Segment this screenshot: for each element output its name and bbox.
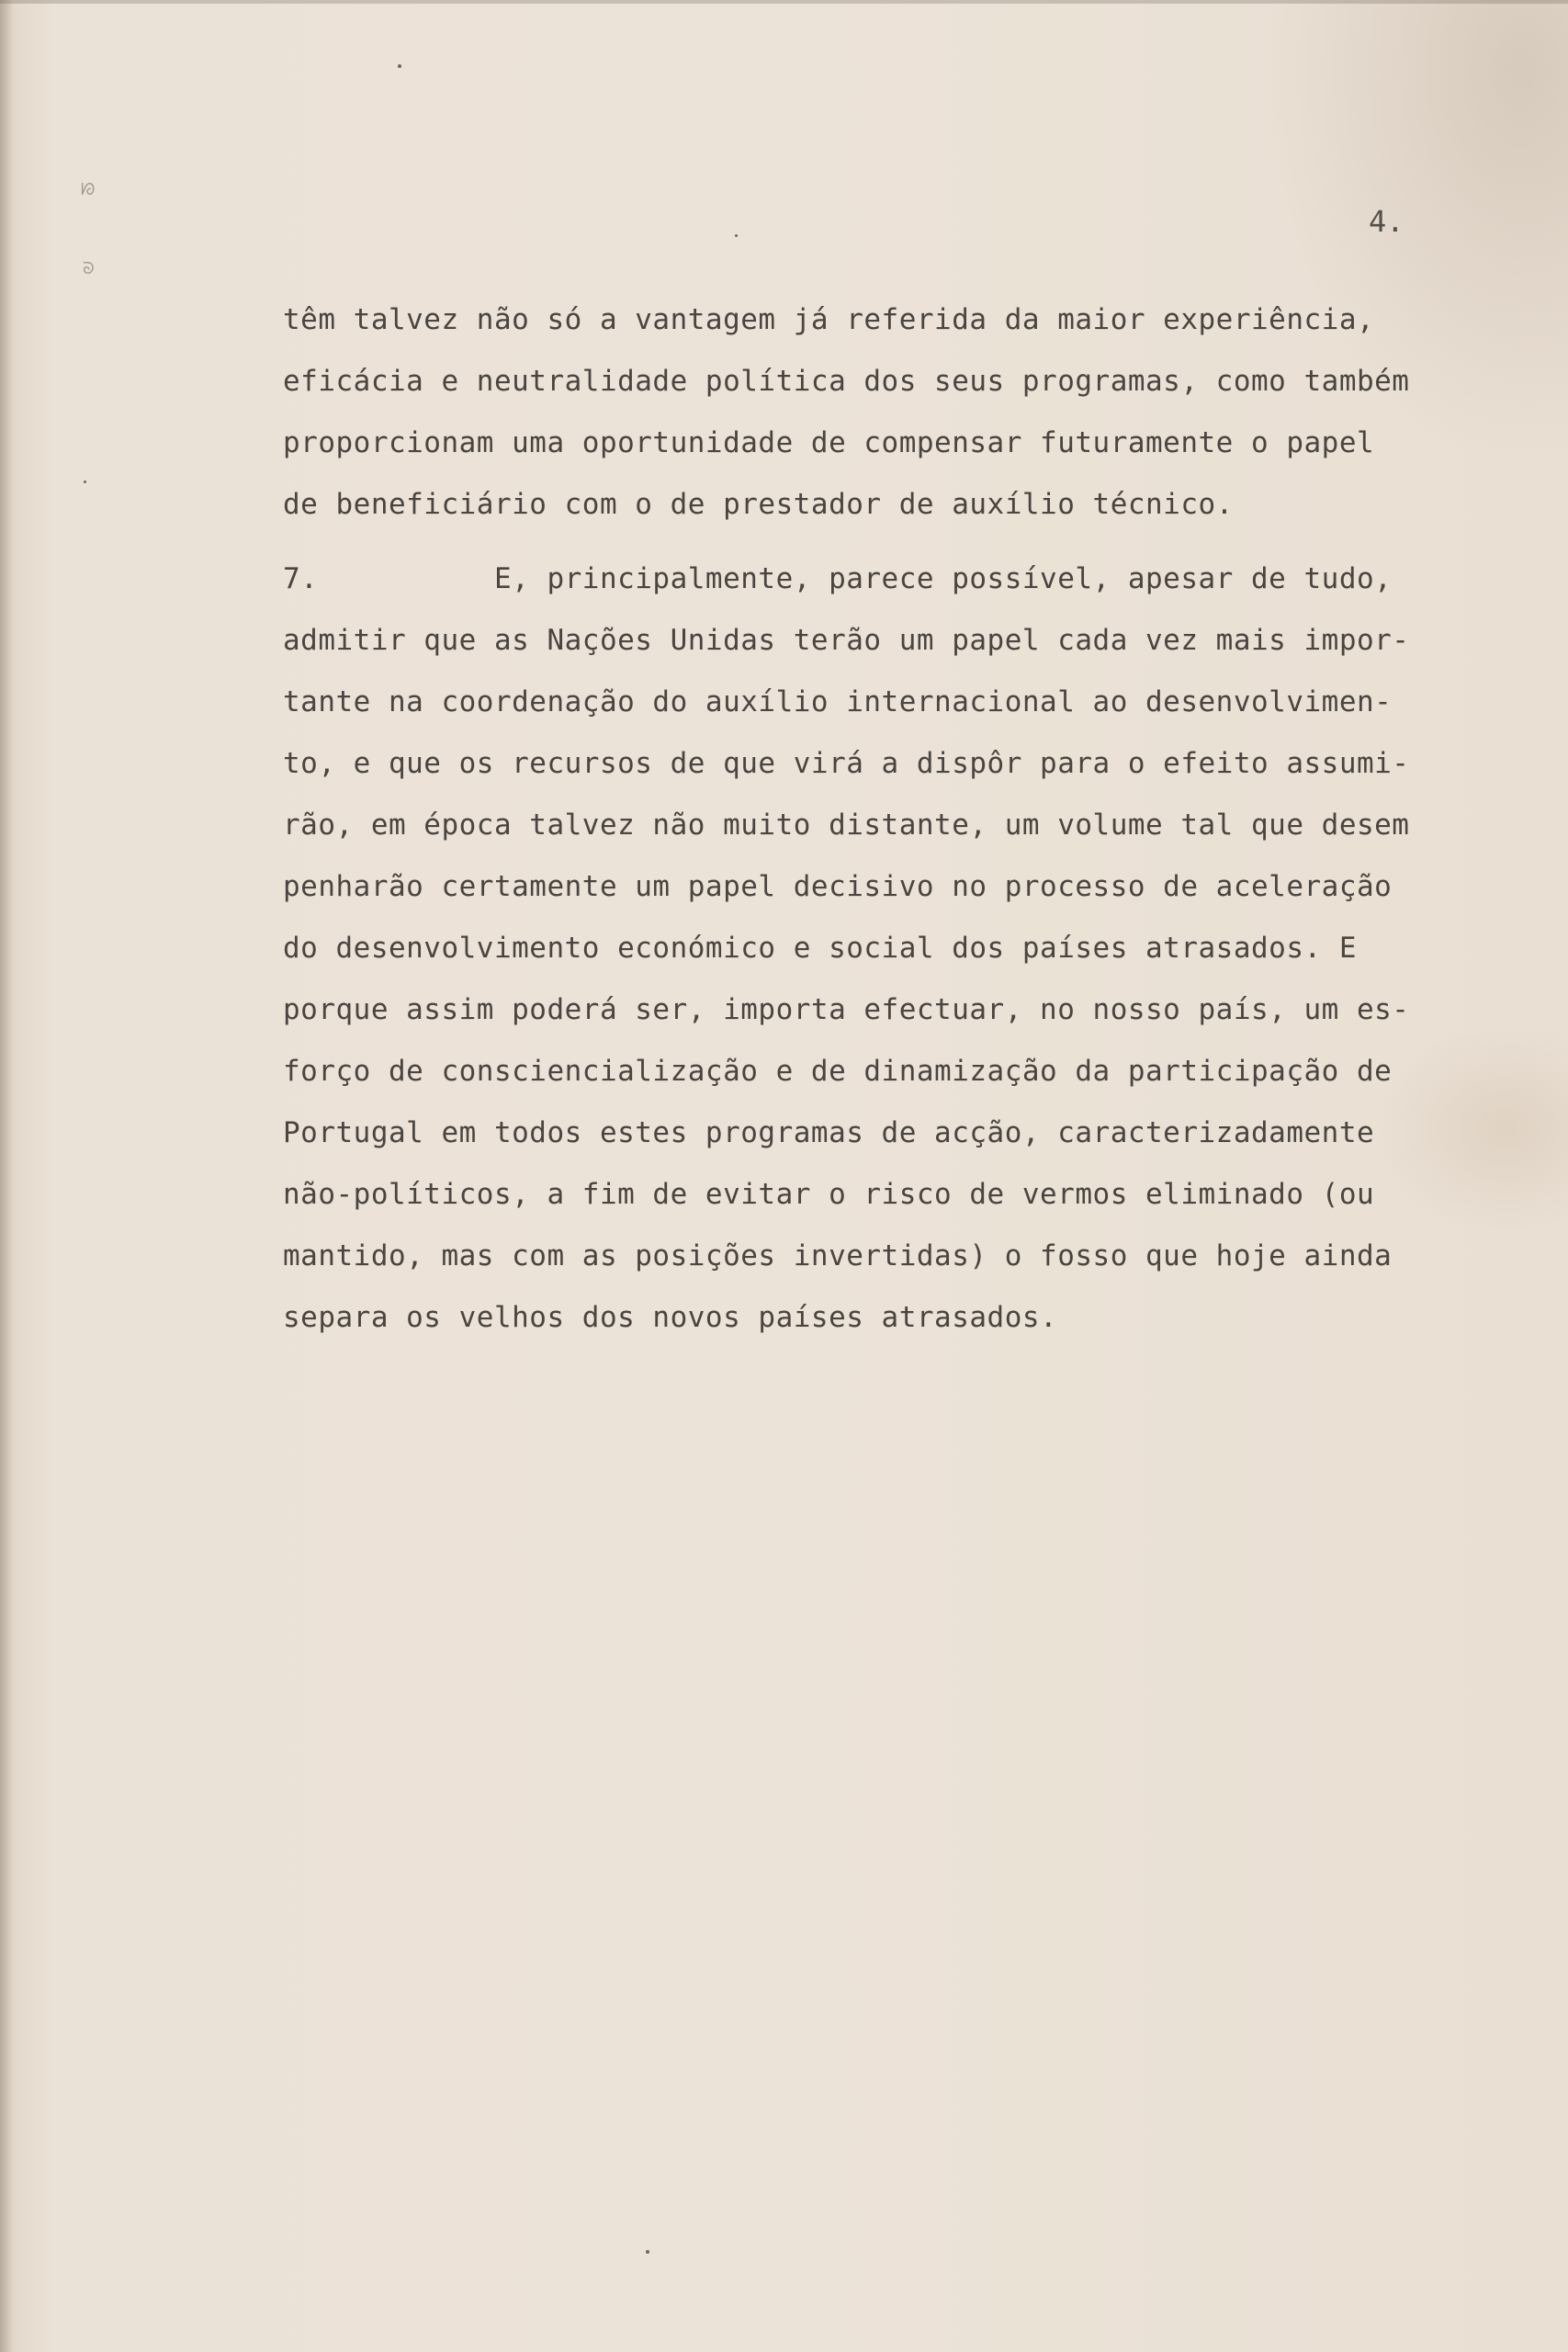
text-line: do desenvolvimento económico e social dos países atrasados. E: [283, 932, 1357, 965]
dust-speck: [646, 2250, 649, 2254]
dust-speck: [735, 234, 738, 237]
text-line: não-políticos, a fim de evitar o risco de vermos eliminado (ou: [283, 1178, 1375, 1211]
text-line: eficácia e neutralidade política dos seus programas, como também: [283, 365, 1410, 398]
dust-speck: [398, 64, 401, 68]
text-line: rão, em época talvez não muito distante, um volume tal que desem: [283, 808, 1410, 842]
text-line: penharão certamente um papel decisivo no processo de aceleração: [283, 870, 1393, 903]
text-line: to, e que os recursos de que virá a dispôr para o efeito assumi-: [283, 747, 1410, 780]
text-line: forço de consciencialização e de dinamização da participação de: [283, 1055, 1393, 1088]
text-line: têm talvez não só a vantagem já referida da maior experiência,: [283, 303, 1375, 336]
paragraph-7: [283, 548, 1477, 1349]
text-line: de beneficiário com o de prestador de auxílio técnico.: [283, 488, 1234, 521]
page-edge-shadow: [0, 0, 13, 2352]
page-top-edge: [0, 0, 1568, 4]
text-line: porque assim poderá ser, importa efectuar, no nosso país, um es-: [283, 993, 1410, 1026]
page-number: 4.: [1369, 204, 1404, 239]
punch-mark-top: ᘗ: [81, 180, 96, 199]
text-line: separa os velhos dos novos países atrasados.: [283, 1301, 1058, 1334]
punch-mark-bottom: ᘐ: [83, 259, 95, 278]
dust-speck: [84, 481, 86, 483]
text-line: proporcionam uma oportunidade de compensar futuramente o papel: [283, 426, 1375, 459]
text-line: admitir que as Nações Unidas terão um papel cada vez mais impor-: [283, 624, 1410, 657]
text-line: mantido, mas com as posições invertidas) o fosso que hoje ainda: [283, 1239, 1393, 1272]
text-line: tante na coordenação do auxílio internacional ao desenvolvimen-: [283, 685, 1393, 718]
paragraph-continuation: [283, 289, 1477, 536]
body-text: [283, 289, 1477, 1349]
text-line: 7. E, principalmente, parece possível, apesar de tudo,: [283, 562, 1393, 595]
text-line: Portugal em todos estes programas de acção, caracterizadamente: [283, 1116, 1375, 1149]
